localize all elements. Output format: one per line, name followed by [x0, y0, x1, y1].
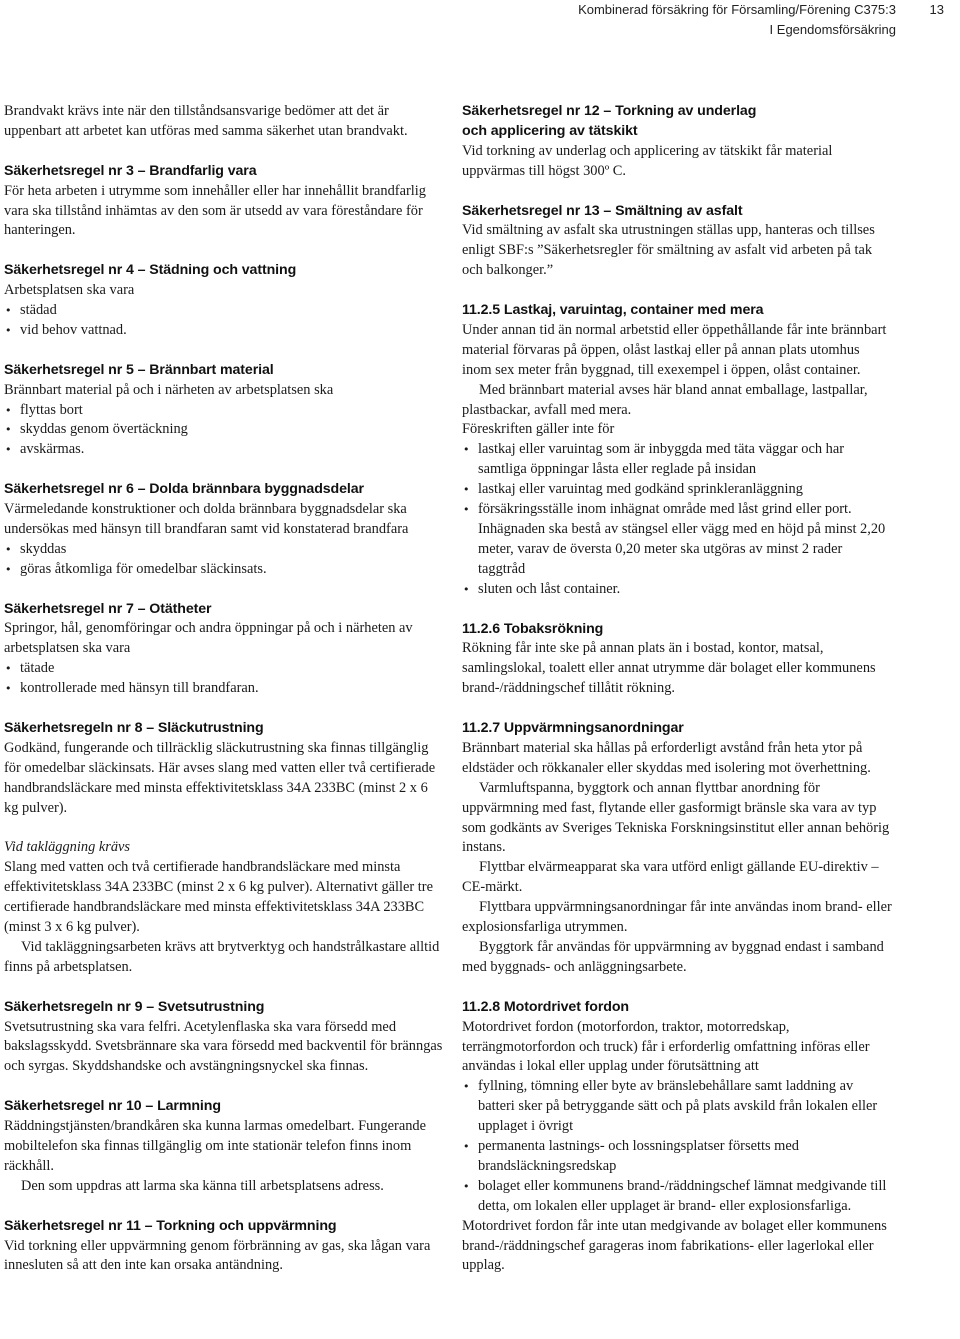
list-item-text: sluten och låst container. — [478, 580, 621, 597]
header-document-title: Kombinerad försäkring för Församling/Förening C375:3 — [578, 2, 896, 17]
section-11-2-7-text: Brännbart material ska hållas på erforderligt avstånd från heta ytor på eldstäder och rökkanaler eller skyddas med isolering mot överhettning. — [462, 739, 871, 776]
list-item — [4, 321, 444, 341]
list-item — [4, 440, 444, 460]
section-11-2-8-text-2: Motordrivet fordon får inte utan medgivande av bolaget eller kommunens brand-/räddningschef garageras inom fabrikations- eller lagerlokal eller upplag. — [462, 1217, 887, 1274]
rule-3-heading: Säkerhetsregel nr 3 – Brandfarlig vara — [4, 162, 257, 179]
rule-4-section — [4, 261, 444, 341]
rule-7-text: Springor, hål, genomföringar och andra öppningar på och i närheten av arbetsplatsen ska vara — [4, 620, 413, 657]
list-item-text: bolaget eller kommunens brand-/räddningschef lämnat medgivande till detta, om lokalen eller upplaget är brand- eller explosionsfarliga. — [478, 1177, 887, 1214]
rule-5-text: Brännbart material på och i närheten av arbetsplatsen ska — [4, 381, 334, 398]
section-11-2-6 — [462, 620, 892, 700]
rule-8-roofing-tools-text: Vid takläggningsarbeten krävs att brytverktyg och handstrålkastare alltid finns på arbetsplatsen. — [4, 938, 440, 975]
rule-4-text: Arbetsplatsen ska vara — [4, 282, 135, 299]
rule-6-section — [4, 480, 444, 580]
section-11-2-6-text: Rökning får inte ske på annan plats än i bostad, kontor, matsal, samlingslokal, toalett eller annat utrymme där bolaget eller kommunens brand-/räddningschef tillåtit rökning. — [462, 640, 876, 697]
list-item — [462, 440, 892, 480]
list-item-text: avskärmas. — [20, 441, 85, 458]
rule-6-text: Värmeledande konstruktioner och dolda brännbara byggnadsdelar ska undersökas med hänsyn till brandfaran samt vid konstaterad brandfara — [4, 501, 409, 537]
bullet-dot-icon: • — [5, 662, 12, 676]
section-11-2-5 — [462, 301, 892, 600]
bullet-dot-icon: • — [5, 562, 12, 576]
rule-9-heading: Säkerhetsregeln nr 9 – Svetsutrustning — [4, 998, 265, 1015]
bullet-dot-icon: • — [463, 582, 470, 596]
bullet-dot-icon: • — [463, 483, 470, 497]
list-item-text: skyddas — [20, 540, 67, 557]
section-11-2-8-heading: 11.2.8 Motordrivet fordon — [462, 998, 629, 1015]
list-item-text: flyttas bort — [20, 401, 83, 418]
rule-8-heading: Säkerhetsregeln nr 8 – Släckutrustning — [4, 720, 264, 736]
intro-paragraph: Brandvakt krävs inte när den tillståndsansvarige bedömer att det är uppenbart att arbetet kan utföras med samma säkerhet utan brandvakt. — [4, 103, 408, 139]
intro-paragraph-block — [4, 102, 444, 142]
rule-7-section — [4, 600, 444, 700]
rule-13-text: Vid smältning av asfalt ska utrustningen ställas upp, hanteras och tillses enligt SBF:s ”Säkerhetsregler för smältning av asfalt vid arbeten på tak och balkonger.” — [462, 222, 875, 279]
rule-13-section — [462, 202, 892, 282]
bullet-dot-icon: • — [5, 423, 12, 437]
bullet-dot-icon: • — [5, 542, 12, 556]
section-11-2-7-text-4: Flyttbara uppvärmningsanordningar får inte användas inom brand- eller explosionsfarliga utrymmen. — [462, 899, 892, 936]
bullet-dot-icon: • — [463, 443, 470, 457]
list-item-text: vid behov vattnad. — [20, 321, 127, 338]
list-item — [462, 480, 892, 500]
section-11-2-5-bullet-list — [462, 440, 892, 599]
left-column — [4, 102, 444, 1296]
rule-10-section — [4, 1097, 444, 1197]
bullet-dot-icon: • — [5, 323, 12, 337]
list-item — [462, 500, 892, 580]
rule-8-roofing-subheading: Vid takläggning krävs — [4, 839, 131, 856]
rule-3-section — [4, 162, 444, 242]
rule-8-text: Godkänd, fungerande och tillräcklig släckutrustning ska finnas tillgänglig för omedelbar släckinsats. Här avses slang med vatten eller två certifierade handbrandsläckare med minsta effektivitetsklass 34A 233BC (minst 2 x 6 kg pulver). — [4, 739, 436, 816]
list-item — [462, 1177, 892, 1217]
list-item-text: försäkringsställe inom inhägnat område med låst grind eller port. Inhägnaden ska bestå av stängsel eller vägg med en höjd på minst 2,20 meter, varav de översta 0,20 meter ska utgöras av minst 2 rader taggtråd — [478, 501, 886, 577]
rule-12-text: Vid torkning av underlag och applicering av tätskikt får material uppvärmas till högst 300º C. — [462, 142, 833, 179]
list-item-text: skyddas genom övertäckning — [20, 421, 188, 438]
list-item — [4, 401, 444, 421]
list-item-text: städad — [20, 302, 57, 319]
list-item — [4, 420, 444, 440]
list-item-text: fyllning, tömning eller byte av bränslebehållare samt laddning av batteri sker på betryggande sätt och på plats avskild från lokalen eller upplaget i övrigt — [478, 1078, 878, 1135]
list-item — [4, 679, 444, 699]
section-11-2-5-heading: 11.2.5 Lastkaj, varuintag, container med mera — [462, 302, 764, 319]
rule-6-bullet-list — [4, 540, 444, 580]
rule-12-heading-line2: och applicering av tätskikt — [462, 122, 638, 139]
rule-10-text: Räddningstjänsten/brandkåren ska kunna larmas omedelbart. Fungerande mobiltelefon ska finnas tillgänglig om inte stationär telefon finns inom räckhåll. — [4, 1118, 427, 1174]
list-item — [4, 560, 444, 580]
list-item — [462, 580, 892, 600]
section-11-2-8-bullet-list — [462, 1077, 892, 1216]
section-11-2-7 — [462, 719, 892, 978]
list-item — [4, 301, 444, 321]
rule-5-bullet-list — [4, 401, 444, 461]
page-number: 13 — [929, 2, 944, 17]
rule-4-heading: Säkerhetsregel nr 4 – Städning och vattning — [4, 262, 297, 279]
rule-12-section — [462, 102, 892, 182]
rule-7-bullet-list — [4, 659, 444, 699]
section-11-2-8-text: Motordrivet fordon (motorfordon, traktor, motorredskap, terrängmotorfordon och truck) får i erforderlig omfattning införas eller användas i lokal eller upplag under förutsättning att — [462, 1018, 870, 1075]
list-item — [462, 1137, 892, 1177]
section-11-2-8 — [462, 998, 892, 1277]
list-item-text: permanenta lastnings- och lossningsplatser försetts med brandsläckningsredskap — [478, 1138, 799, 1174]
section-11-2-5-text: Under annan tid än normal arbetstid eller öppethållande får inte brännbart material förvaras på öppen, olåst lastkaj eller på annan plats utomhus inom sex meter från byggnad, till exexempel i öppen, olåst container. — [462, 321, 887, 378]
bullet-dot-icon: • — [463, 1140, 470, 1154]
list-item-text: göras åtkomliga för omedelbar släckinsats. — [20, 560, 267, 577]
header-title-block — [578, 0, 896, 40]
rule-5-section — [4, 361, 444, 461]
section-11-2-7-text-5: Byggtork får användas för uppvärmning av byggnad endast i samband med byggnads- och anläggningsarbete. — [462, 939, 884, 975]
section-11-2-6-heading: 11.2.6 Tobaksrökning — [462, 620, 604, 637]
rule-11-section — [4, 1217, 444, 1277]
bullet-dot-icon: • — [463, 1179, 470, 1193]
rule-8-section — [4, 719, 444, 819]
section-11-2-7-text-3: Flyttbar elvärmeapparat ska vara utförd enligt gällande EU-direktiv – CE-märkt. — [462, 859, 879, 896]
list-item — [4, 659, 444, 679]
rule-5-heading: Säkerhetsregel nr 5 – Brännbart material — [4, 361, 274, 378]
list-item — [4, 540, 444, 560]
section-11-2-5-text-2: Med brännbart material avses här bland annat emballage, lastpallar, plastbackar, avfall med mera. — [462, 381, 868, 418]
page-header — [0, 0, 960, 62]
rule-7-heading: Säkerhetsregel nr 7 – Otätheter — [4, 600, 212, 617]
rule-11-text: Vid torkning eller uppvärmning genom förbränning av gas, ska lågan vara innesluten så att den inte kan orsaka antändning. — [4, 1237, 431, 1274]
bullet-dot-icon: • — [5, 403, 12, 417]
rule-9-text: Svetsutrustning ska vara felfri. Acetylenflaska ska vara försedd med bakslagsskydd. Svetsbrännare ska vara försedd med backventil för bränngas och syrgas. Skyddshandske och avstängningsnyckel ska finnas. — [4, 1018, 443, 1075]
bullet-dot-icon: • — [5, 682, 12, 696]
rule-4-bullet-list — [4, 301, 444, 341]
section-11-2-7-heading: 11.2.7 Uppvärmningsanordningar — [462, 720, 684, 737]
header-section-title: I Egendomsförsäkring — [769, 22, 896, 37]
rule-10-address-text: Den som uppdras att larma ska känna till arbetsplatsens adress. — [21, 1177, 384, 1194]
rule-12-heading-line1: Säkerhetsregel nr 12 – Torkning av underlag — [462, 103, 757, 119]
list-item-text: lastkaj eller varuintag som är inbyggda med täta väggar och har samtliga öppningar låsta eller reglade på insidan — [478, 441, 845, 478]
rule-13-heading: Säkerhetsregel nr 13 – Smältning av asfalt — [462, 202, 743, 219]
list-item-text: tätade — [20, 660, 55, 677]
right-column — [462, 102, 892, 1296]
bullet-dot-icon: • — [5, 443, 12, 457]
bullet-dot-icon: • — [5, 304, 12, 318]
list-item — [462, 1077, 892, 1137]
rule-11-heading: Säkerhetsregel nr 11 – Torkning och uppvärmning — [4, 1217, 337, 1234]
rule-8-roofing-block — [4, 838, 444, 977]
section-11-2-7-text-2: Varmluftspanna, byggtork och annan flyttbar anordning för uppvärmning med fast, flytande eller gasformigt bränsle ska vara av typ som godkänts av Sveriges Tekniska Forskningsinstitut eller annan behörig instans. — [462, 779, 890, 856]
rule-9-section — [4, 998, 444, 1078]
section-11-2-5-text-3: Föreskriften gäller inte för — [462, 421, 615, 438]
bullet-dot-icon: • — [463, 1080, 470, 1094]
rule-8-roofing-text: Slang med vatten och två certifierade handbrandsläckare med minsta effektivitetsklass 34A 233BC (minst 2 x 6 kg pulver). Alternativt gäller tre certifierade handbrandsläckare med minsta effektivitetsklass 34A 233BC (minst 3 x 6 kg pulver). — [4, 859, 433, 936]
list-item-text: kontrollerade med hänsyn till brandfaran. — [20, 680, 259, 697]
rule-3-text: För heta arbeten i utrymme som innehåller eller har innehållit brandfarlig vara ska tillstånd inhämtas av den som är utsedd av vara föreståndare för hanteringen. — [4, 182, 426, 239]
rule-10-heading: Säkerhetsregel nr 10 – Larmning — [4, 1098, 221, 1115]
bullet-dot-icon: • — [463, 503, 470, 517]
list-item-text: lastkaj eller varuintag med godkänd sprinkleranläggning — [478, 481, 803, 498]
rule-6-heading: Säkerhetsregel nr 6 – Dolda brännbara byggnadsdelar — [4, 481, 364, 498]
